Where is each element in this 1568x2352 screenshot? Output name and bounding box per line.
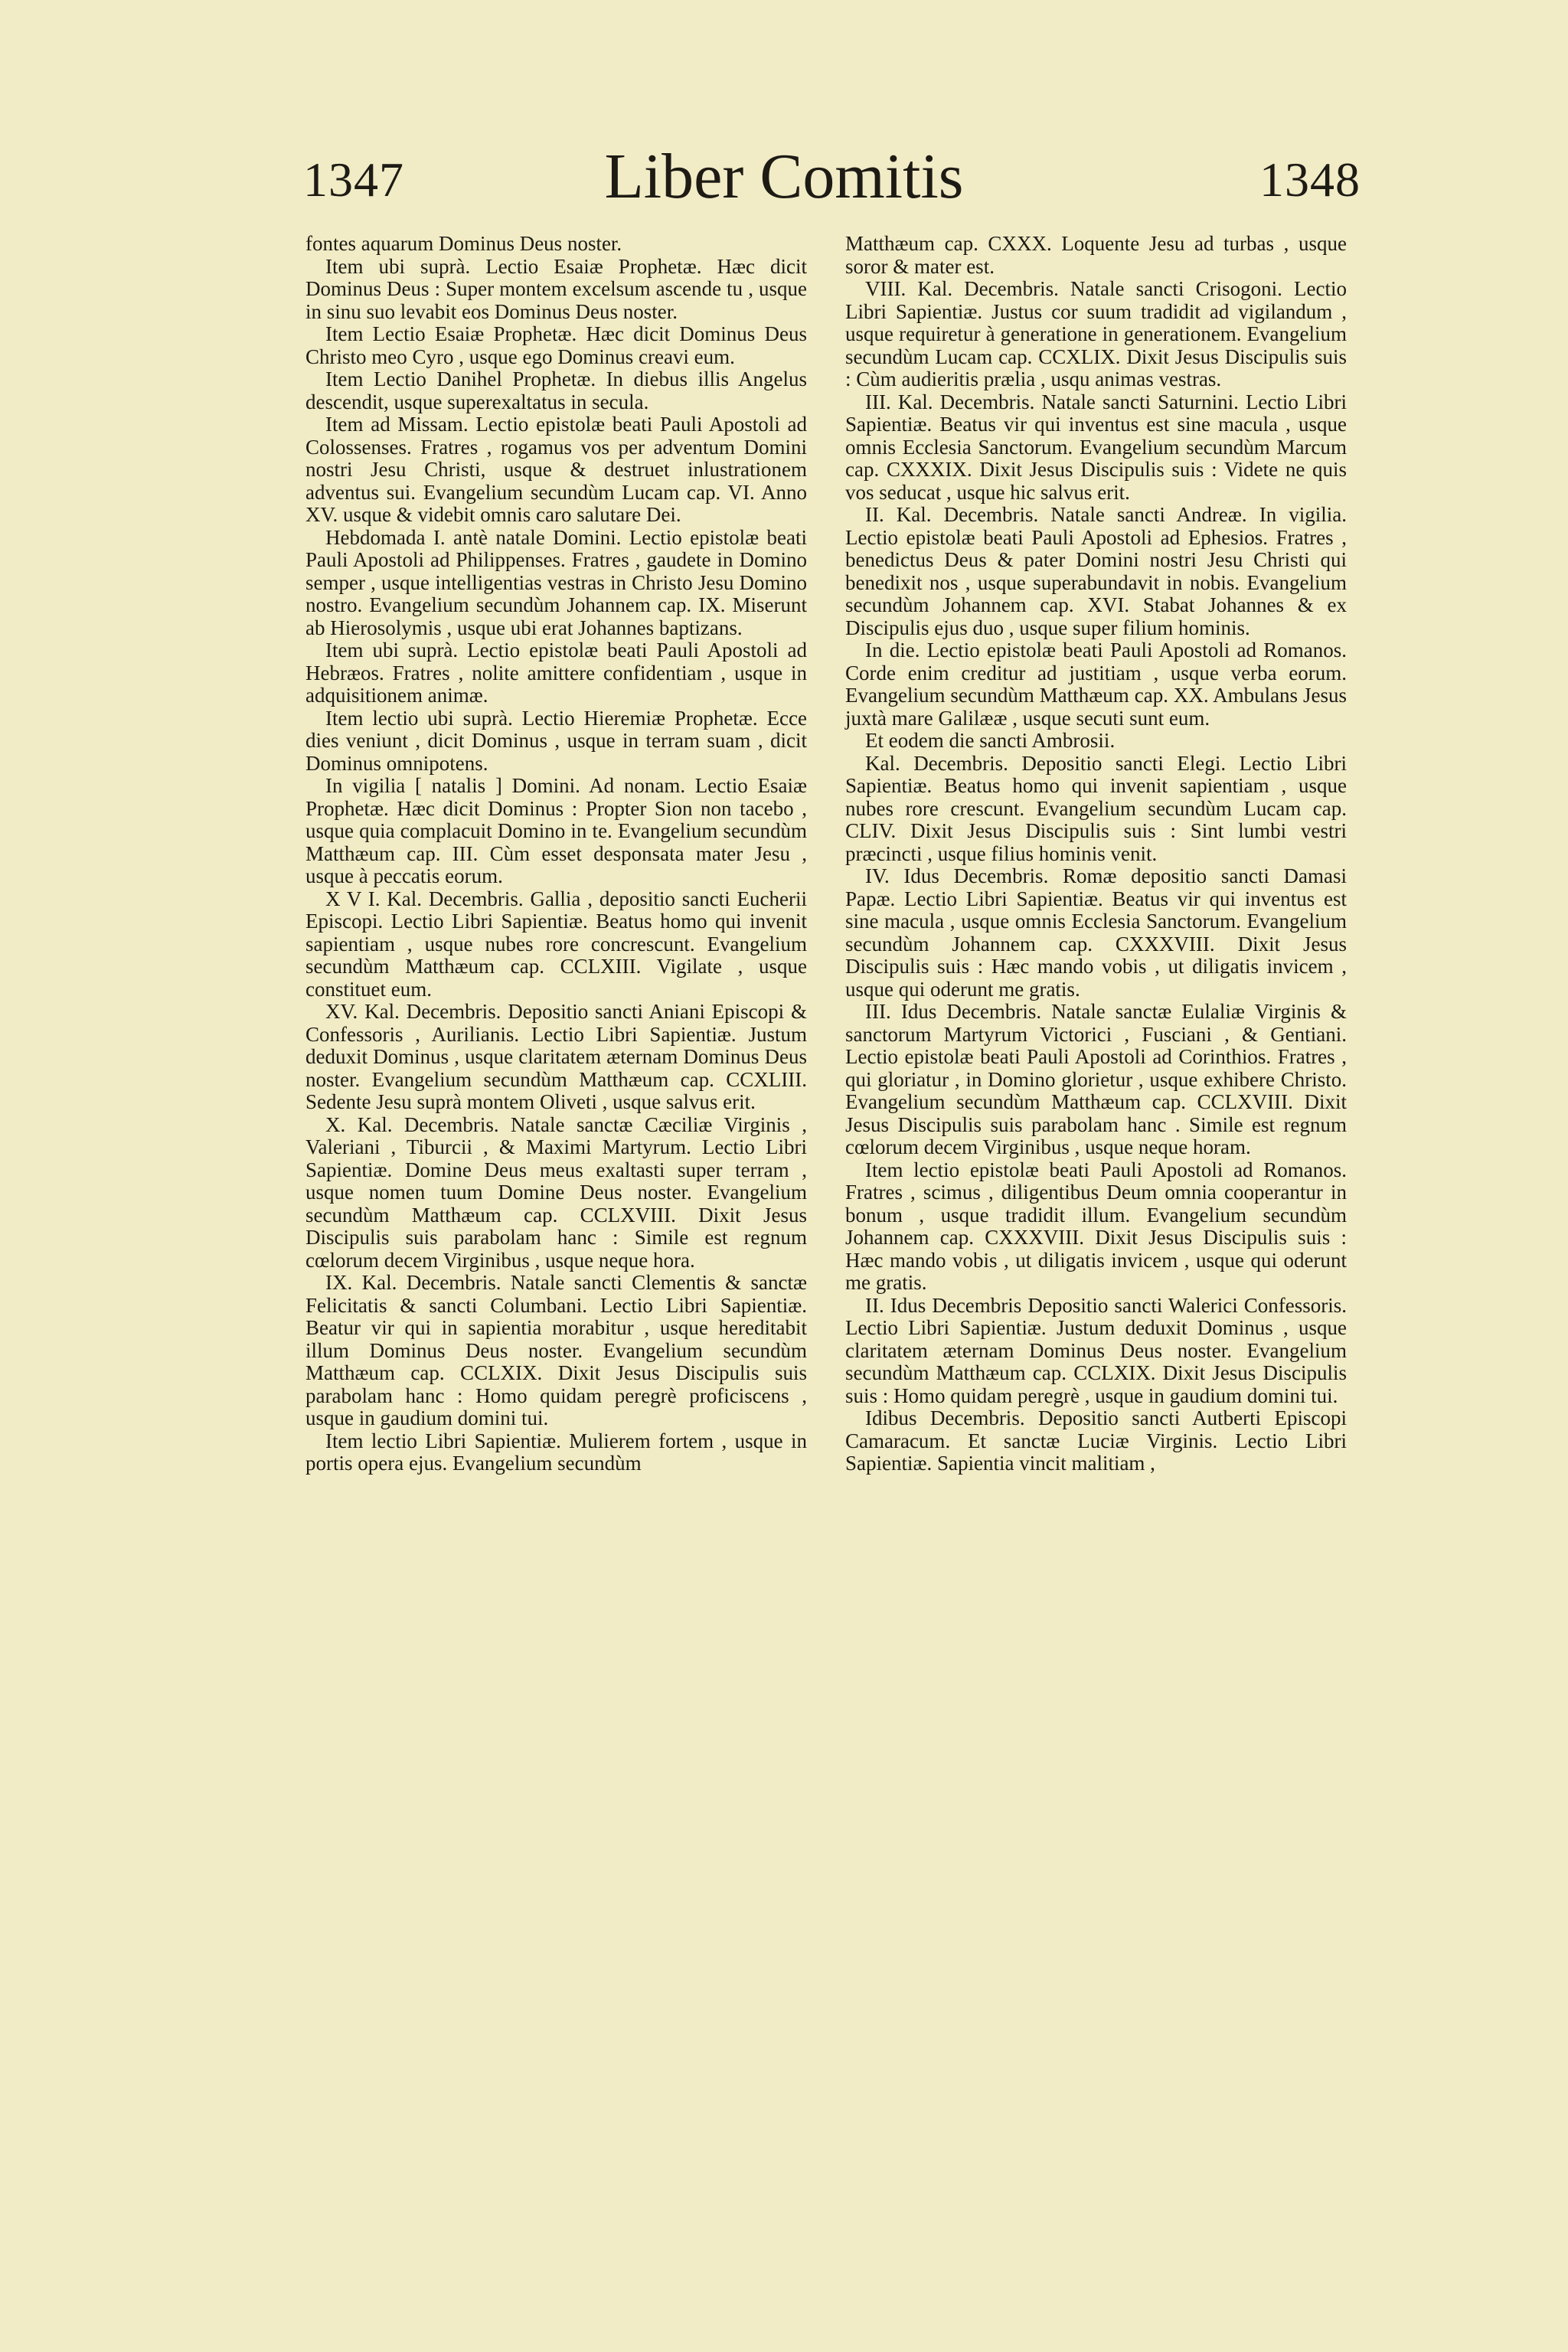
paragraph: X V I. Kal. Decembris. Gallia , depositio sancti Eucherii Episcopi. Lectio Libri Sapientiæ. Beatus homo qui invenit sapientiam , usque nubes rore concrescunt. Evangelium secundùm Matthæum cap. CCLXIII. Vigilate , usque constituet eum. [305, 887, 807, 1001]
paragraph: Item ad Missam. Lectio epistolæ beati Pauli Apostoli ad Colossenses. Fratres , rogamus vos per adventum Domini nostri Jesu Christi, usque & destruet inlustrationem adventus sui. Evangelium secundùm Lucam cap. VI. Anno XV. usque & videbit omnis caro salutare Dei. [305, 413, 807, 526]
paragraph: II. Idus Decembris Depositio sancti Walerici Confessoris. Lectio Libri Sapientiæ. Justum deduxit Dominus , usque claritatem æternam Dominus Deus noster. Evangelium secundùm Matthæum cap. CCLXIX. Dixit Jesus Discipulis suis : Homo quidam peregrè , usque in gaudium domini tui. [845, 1293, 1347, 1407]
paragraph: Hebdomada I. antè natale Domini. Lectio epistolæ beati Pauli Apostoli ad Philippenses. Fratres , gaudete in Domino semper , usque intelligentias vestras in Christo Jesu Domino nostro. Evangelium secundùm Johannem cap. IX. Miserunt ab Hierosolymis , usque ubi erat Johannes baptizans. [305, 525, 807, 639]
paragraph: X. Kal. Decembris. Natale sanctæ Cæciliæ Virginis , Valeriani , Tiburcii , & Maximi Martyrum. Lectio Libri Sapientiæ. Domine Deus meus exaltasti super terram , usque nomen tuum Domine Deus noster. Evangelium secundùm Matthæum cap. CCLXVIII. Dixit Jesus Discipulis suis parabolam hanc : Simile est regnum cœlorum decem Virginibus , usque neque hora. [305, 1112, 807, 1272]
paragraph: In die. Lectio epistolæ beati Pauli Apostoli ad Romanos. Corde enim creditur ad justitiam , usque verba eorum. Evangelium secundùm Matthæum cap. XX. Ambulans Jesus juxtà mare Galilææ , usque secuti sunt eum. [845, 639, 1347, 730]
paragraph: Item lectio ubi suprà. Lectio Hieremiæ Prophetæ. Ecce dies veniunt , dicit Dominus , usque in terram suam , dicit Dominus omnipotens. [305, 706, 807, 775]
paragraph: Item lectio Libri Sapientiæ. Mulierem fortem , usque in portis opera ejus. Evangelium secundùm [305, 1429, 807, 1475]
paragraph: Kal. Decembris. Depositio sancti Elegi. Lectio Libri Sapientiæ. Beatus homo qui invenit sapientiam , usque nubes rore crescunt. Evangelium secundùm Lucam cap. CLIV. Dixit Jesus Discipulis suis : Sint lumbi vestri præcincti , usque filius hominis venit. [845, 751, 1347, 865]
paragraph: Item lectio epistolæ beati Pauli Apostoli ad Romanos. Fratres , scimus , diligentibus Deum omnia cooperantur in bonum , usque tradidit illum. Evangelium secundùm Johannem cap. CXXXVIII. Dixit Jesus Discipulis suis : Hæc mando vobis , ut diligatis invicem , usque qui oderunt me gratis. [845, 1158, 1347, 1294]
paragraph: VIII. Kal. Decembris. Natale sancti Crisogoni. Lectio Libri Sapientiæ. Justus cor suum tradidit ad vigilandum , usque requiretur à generatione in generationem. Evangelium secundùm Lucam cap. CCXLIX. Dixit Jesus Discipulis suis : Cùm audieritis prælia , usqu animas vestras. [845, 277, 1347, 390]
paragraph: Item Lectio Esaiæ Prophetæ. Hæc dicit Dominus Deus Christo meo Cyro , usque ego Dominus creavi eum. [305, 322, 807, 368]
paragraph: XV. Kal. Decembris. Depositio sancti Aniani Episcopi & Confessoris , Aurilianis. Lectio Libri Sapientiæ. Justum deduxit Dominus , usque claritatem æternam Dominus Deus noster. Evangelium secundùm Matthæum cap. CCXLIII. Sedente Jesu suprà montem Oliveti , usque salvus erit. [305, 1000, 807, 1113]
paragraph: Et eodem die sancti Ambrosii. [865, 729, 1116, 752]
paragraph: Item ubi suprà. Lectio Esaiæ Prophetæ. Hæc dicit Dominus Deus : Super montem excelsum ascende tu , usque in sinu suo levabit eos Dominus Deus noster. [305, 254, 807, 323]
paragraph: Item Lectio Danihel Prophetæ. In diebus illis Angelus descendit, usque superexaltatus in secula. [305, 368, 807, 413]
paragraph: III. Idus Decembris. Natale sanctæ Eulaliæ Virginis & sanctorum Martyrum Victorici , Fusciani , & Gentiani. Lectio epistolæ beati Pauli Apostoli ad Corinthios. Fratres , qui gloriatur , in Domino glorietur , usque exhibere Christo. Evangelium secundùm Matthæum cap. CCLXVIII. Dixit Jesus Discipulis suis parabolam hanc . Simile est regnum cœlorum decem Virginibus , usque neque horam. [845, 1000, 1347, 1158]
paragraph: IX. Kal. Decembris. Natale sancti Clementis & sanctæ Felicitatis & sancti Columbani. Lectio Libri Sapientiæ. Beatur vir qui in sapientia morabitur , usque hereditabit illum Dominus Deus noster. Evangelium secundùm Matthæum cap. CCLXIX. Dixit Jesus Discipulis suis parabolam hanc : Homo quidam peregrè proficiscens , usque in gaudium domini tui. [305, 1271, 807, 1429]
left-column [305, 233, 807, 1475]
paragraph: fontes aquarum Dominus Deus noster. [305, 232, 622, 255]
paragraph: Matthæum cap. CXXX. Loquente Jesu ad turbas , usque soror & mater est. [845, 232, 1347, 278]
paragraph: Idibus Decembris. Depositio sancti Autberti Episcopi Camaracum. Et sanctæ Luciæ Virginis. Lectio Libri Sapientiæ. Sapientia vincit malitiam , [845, 1406, 1347, 1475]
running-title: Liber Comitis [604, 141, 964, 212]
paragraph: Item ubi suprà. Lectio epistolæ beati Pauli Apostoli ad Hebræos. Fratres , nolite amittere confidentiam , usque in adquisitionem animæ. [305, 639, 807, 707]
paragraph: II. Kal. Decembris. Natale sancti Andreæ. In vigilia. Lectio epistolæ beati Pauli Apostoli ad Ephesios. Fratres , benedictus Deus & pater Domini nostri Jesu Christi qui benedixit nos , usque superabundavit in nobis. Evangelium secundùm Johannem cap. XVI. Stabat Johannes & ex Discipulis ejus duo , usque super filium hominis. [845, 503, 1347, 639]
paragraph: In vigilia [ natalis ] Domini. Ad nonam. Lectio Esaiæ Prophetæ. Hæc dicit Dominus : Propter Sion non tacebo , usque quia complacuit Domino in te. Evangelium secundùm Matthæum cap. III. Cùm esset desponsata mater Jesu , usque à peccatis eorum. [305, 774, 807, 887]
paragraph: III. Kal. Decembris. Natale sancti Saturnini. Lectio Libri Sapientiæ. Beatus vir qui inventus est sine macula , usque omnis Ecclesia Sanctorum. Evangelium secundùm Marcum cap. CXXXIX. Dixit Jesus Discipulis suis : Videte ne quis vos seducat , usque hic salvus erit. [845, 390, 1347, 504]
paragraph: IV. Idus Decembris. Romæ depositio sancti Damasi Papæ. Lectio Libri Sapientiæ. Beatus vir qui inventus est sine macula , usque omnis Ecclesia Sanctorum. Evangelium secundùm Johannem cap. CXXXVIII. Dixit Jesus Discipulis suis : Hæc mando vobis , ut diligatis invicem , usque qui oderunt me gratis. [845, 864, 1347, 1001]
right-column [845, 233, 1347, 1475]
page-number-left: 1347 [303, 152, 404, 207]
page-number-right: 1348 [1259, 152, 1361, 207]
